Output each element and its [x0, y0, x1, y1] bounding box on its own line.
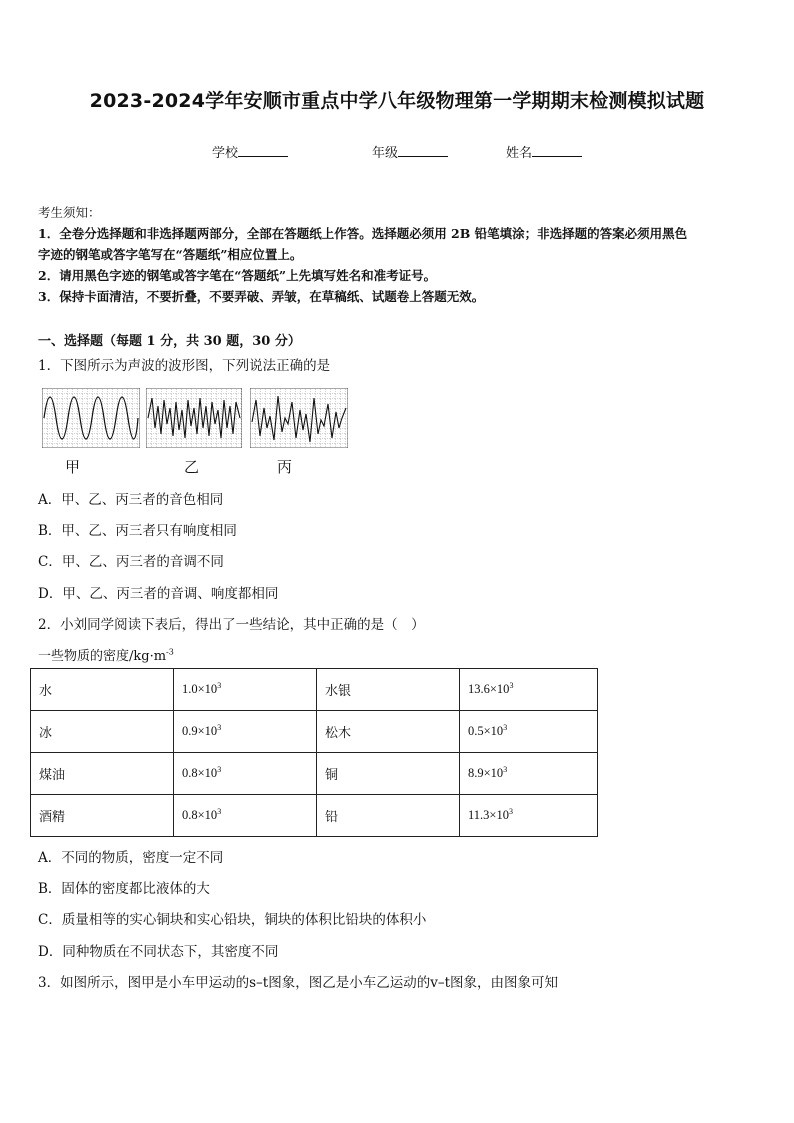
table-cell: $8.9\times 10^3$ [460, 753, 598, 795]
table-cell: $1.0\times 10^3$ [174, 669, 317, 711]
caption-sup: -3 [166, 647, 174, 657]
q1-option-b: B．甲、乙、丙三者只有响度相同 [38, 523, 237, 539]
school-blank [238, 143, 288, 157]
q2-option-d: D．同种物质在不同状态下，其密度不同 [38, 944, 279, 960]
q1-option-a: A．甲、乙、丙三者的音色相同 [38, 492, 224, 508]
name-blank [532, 143, 582, 157]
table-cell: $13.6\times 10^3$ [460, 669, 598, 711]
name-field [506, 142, 582, 161]
table-cell: 铜 [317, 753, 460, 795]
density-table [30, 668, 598, 837]
name-label: 姓名 [506, 146, 533, 161]
school-label: 学校 [212, 146, 239, 161]
q2-option-a: A．不同的物质，密度一定不同 [38, 850, 224, 866]
waveform-label-bing: 丙 [277, 458, 293, 476]
q1-option-c: C．甲、乙、丙三者的音调不同 [38, 554, 224, 570]
table-cell: 煤油 [31, 753, 174, 795]
q2-stem: 2．小刘同学阅读下表后，得出了一些结论，其中正确的是（ ） [38, 617, 425, 633]
notes-line-2: 2．请用黑色字迹的钢笔或答字笔在“答题纸”上先填写姓名和准考证号。 [38, 268, 437, 283]
table-cell: $0.8\times 10^3$ [174, 753, 317, 795]
waveform-label-jia: 甲 [65, 458, 81, 476]
notes-line-1b: 字迹的钢笔或答字笔写在“答题纸”相应位置上。 [38, 247, 303, 262]
density-table-caption [38, 645, 174, 664]
table-row [31, 711, 598, 753]
table-cell: 酒精 [31, 795, 174, 837]
q1-stem: 1．下图所示为声波的波形图，下列说法正确的是 [38, 358, 331, 374]
q1-option-d: D．甲、乙、丙三者的音调、响度都相同 [38, 586, 279, 602]
notes-line-3: 3．保持卡面清洁，不要折叠，不要弄破、弄皱，在草稿纸、试题卷上答题无效。 [38, 289, 485, 304]
q2-option-b: B．固体的密度都比液体的大 [38, 881, 210, 897]
waveform-label-yi: 乙 [184, 458, 200, 476]
grade-label: 年级 [372, 146, 399, 161]
table-cell: 水银 [317, 669, 460, 711]
section-title: 一、选择题（每题 1 分，共 30 题，30 分） [38, 334, 301, 349]
table-cell: $0.5\times 10^3$ [460, 711, 598, 753]
table-cell: 松木 [317, 711, 460, 753]
table-cell: $0.9\times 10^3$ [174, 711, 317, 753]
q3-stem: 3．如图所示，图甲是小车甲运动的s–t图象，图乙是小车乙运动的v–t图象，由图象可知 [38, 975, 558, 991]
notes-line-1a: 1．全卷分选择题和非选择题两部分，全部在答题纸上作答。选择题必须用 2B 铅笔填涂；非选择题的答案必须用黑色 [38, 226, 688, 241]
table-row [31, 795, 598, 837]
grade-field [372, 142, 448, 161]
table-row [31, 669, 598, 711]
table-cell: $0.8\times 10^3$ [174, 795, 317, 837]
school-field [212, 142, 288, 161]
table-cell: 水 [31, 669, 174, 711]
table-row [31, 753, 598, 795]
notes-heading: 考生须知： [38, 205, 101, 220]
waveform-yi [146, 388, 242, 448]
table-cell: $11.3\times 10^3$ [460, 795, 598, 837]
caption-text: 一些物质的密度/kg·m [38, 649, 167, 664]
table-cell: 冰 [31, 711, 174, 753]
page-title: 2023-2024学年安顺市重点中学八年级物理第一学期期末检测模拟试题 [89, 90, 705, 112]
table-cell: 铅 [317, 795, 460, 837]
q2-option-c: C．质量相等的实心铜块和实心铅块，铜块的体积比铅块的体积小 [38, 912, 427, 928]
waveform-jia [42, 388, 140, 448]
grade-blank [398, 143, 448, 157]
waveform-bing [250, 388, 348, 448]
